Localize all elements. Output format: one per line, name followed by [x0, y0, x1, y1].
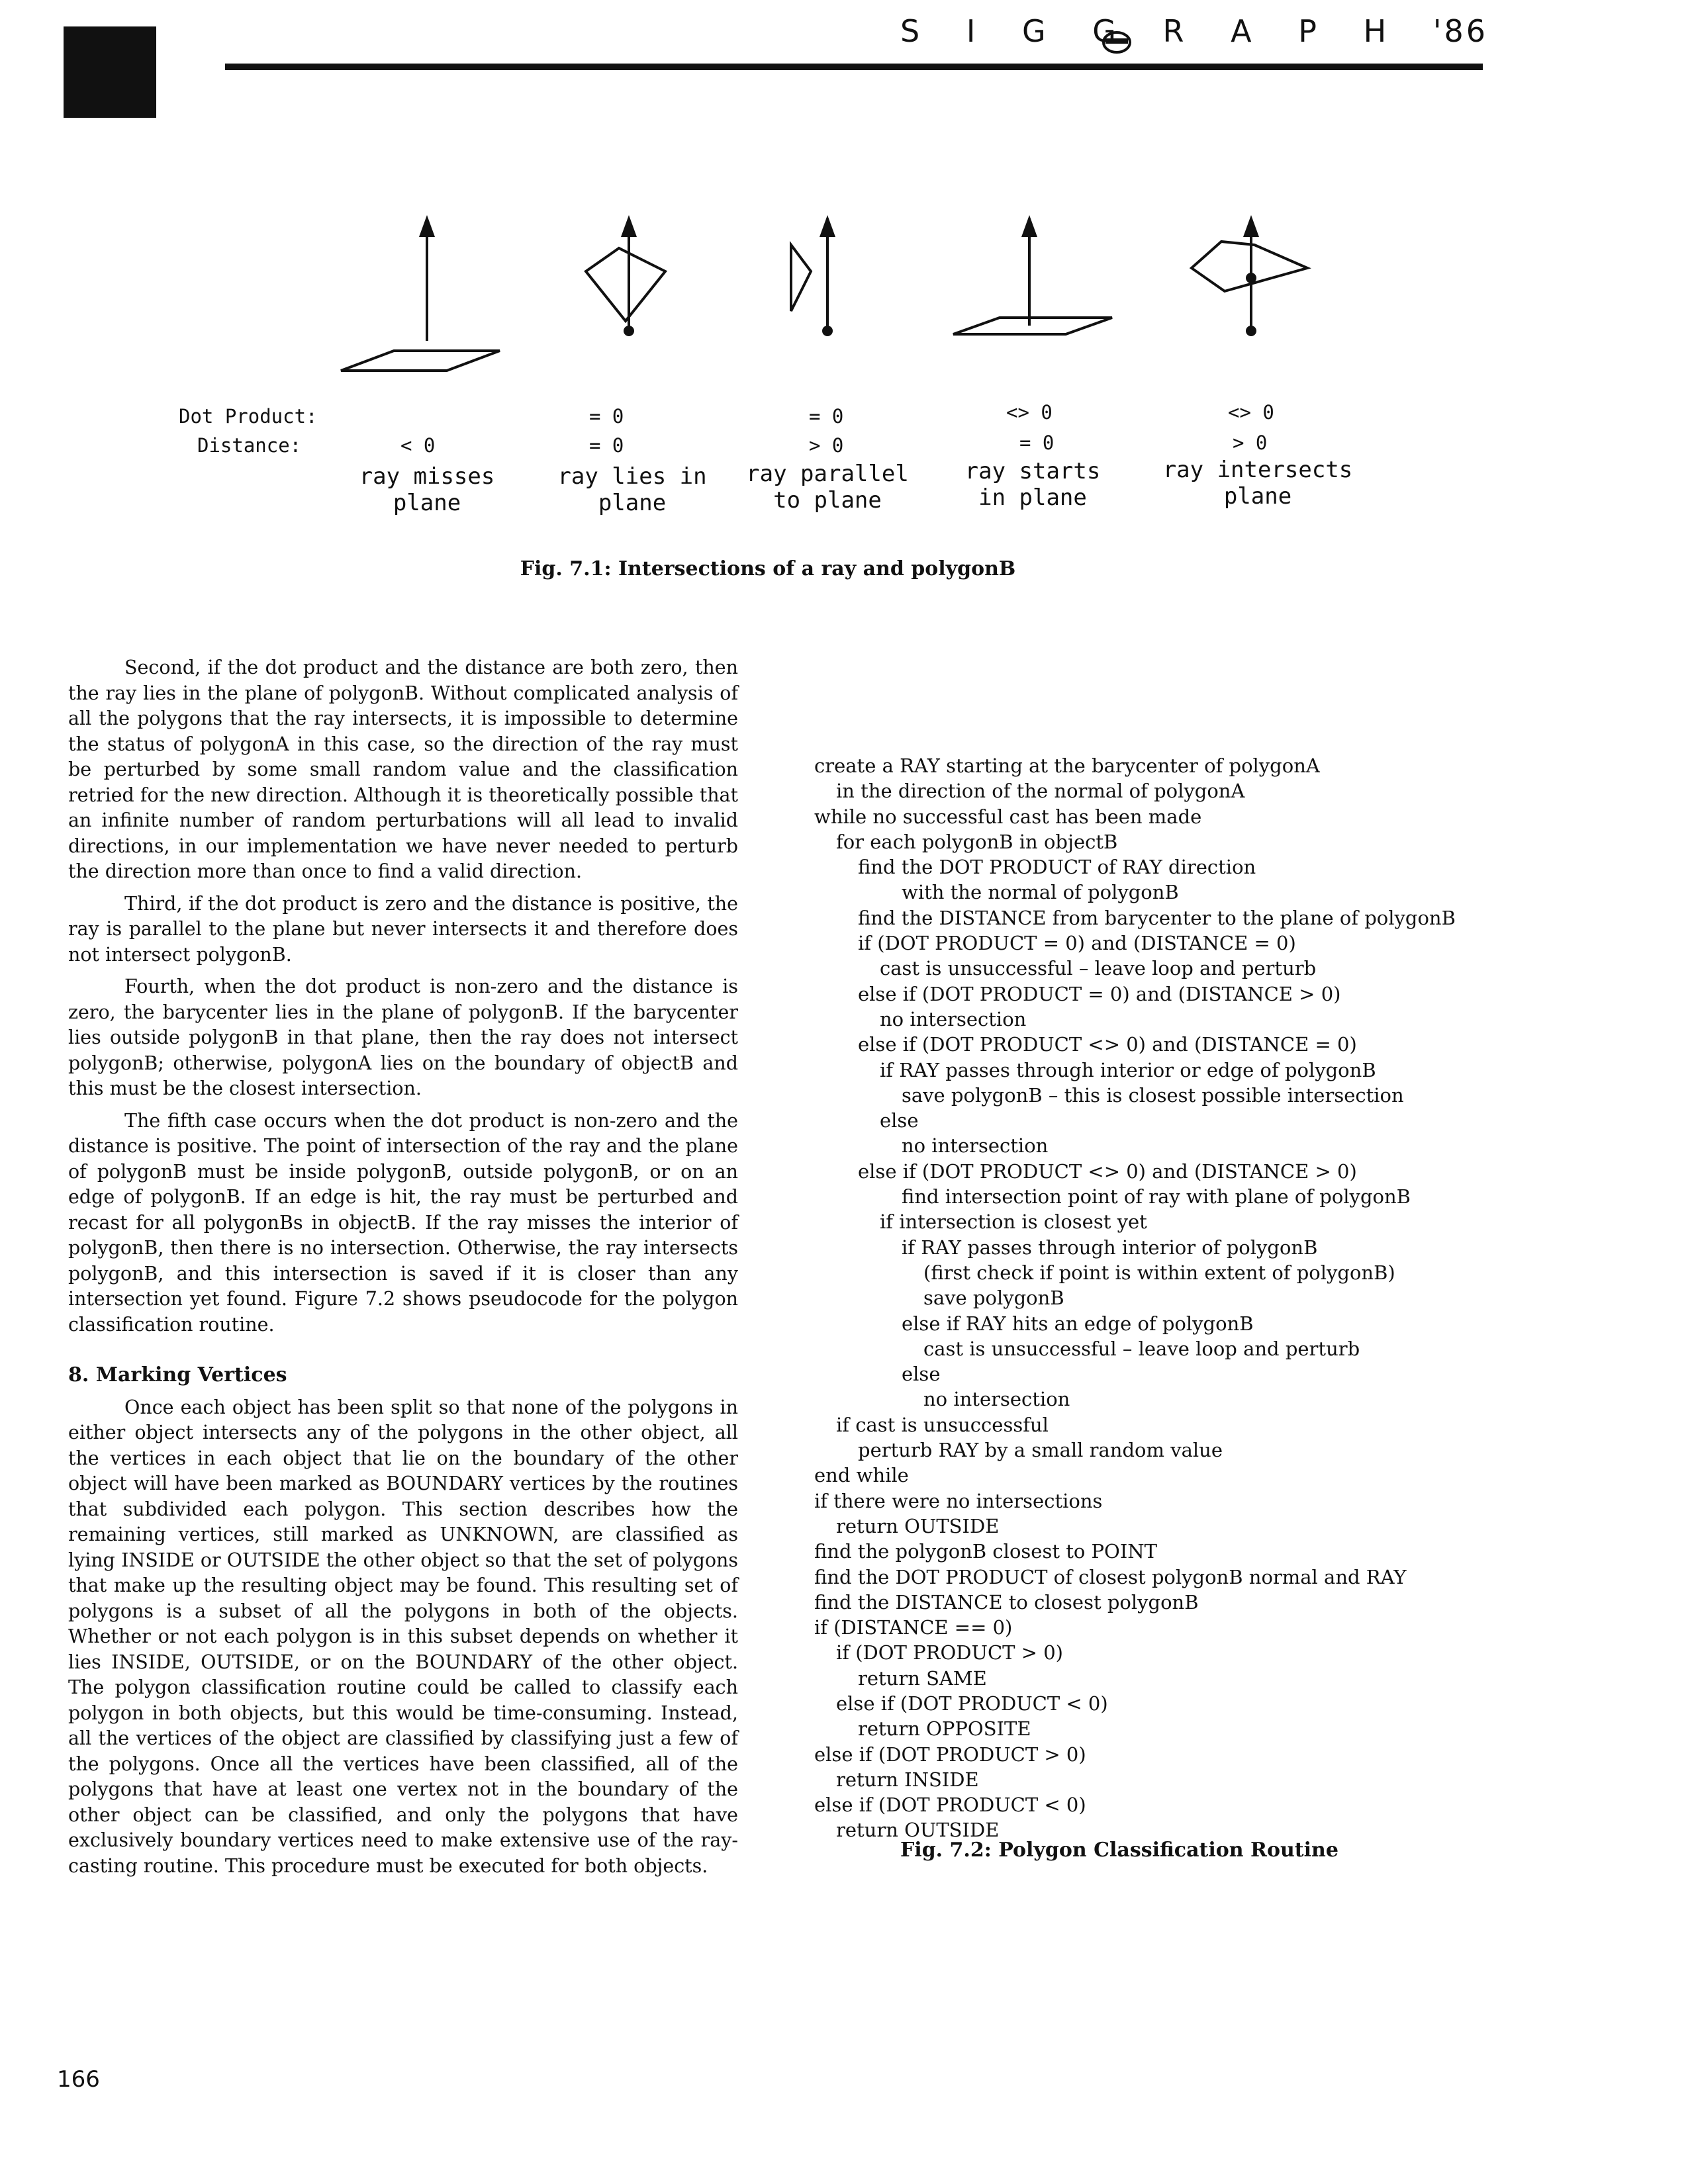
pseudocode-line: if cast is unsuccessful — [836, 1413, 1049, 1436]
pseudocode-line: else if (DOT PRODUCT = 0) and (DISTANCE > 0) — [858, 982, 1341, 1005]
pseudocode-line: find the DISTANCE to closest polygonB — [814, 1590, 1199, 1614]
pseudocode-line: if intersection is closest yet — [880, 1210, 1147, 1234]
pseudocode-line: return OUTSIDE — [836, 1819, 1000, 1842]
page-number: 166 — [57, 2066, 100, 2093]
figure-7-1-caption: Fig. 7.1: Intersections of a ray and polygonB — [520, 557, 1016, 580]
case2-distance: = 0 — [589, 434, 624, 457]
pseudocode-line: find the DISTANCE from barycenter to the plane of polygonB — [858, 906, 1456, 929]
pseudocode-line: no intersection — [923, 1388, 1070, 1411]
ray-plane-diagrams — [0, 0, 1688, 410]
pseudocode-line: cast is unsuccessful – leave loop and perturb — [880, 957, 1317, 980]
case5-dot-product: <> 0 — [1228, 401, 1274, 424]
pseudocode-line: else if (DOT PRODUCT <> 0) and (DISTANCE > 0) — [858, 1160, 1357, 1183]
pseudocode-line: end while — [814, 1464, 909, 1487]
case5-label: ray intersects plane — [1162, 457, 1353, 510]
pseudocode-line: perturb RAY by a small random value — [858, 1439, 1223, 1462]
pseudocode-line: find intersection point of ray with plane of polygonB — [902, 1185, 1411, 1208]
figure-7-2-pseudocode — [814, 753, 1569, 1843]
pseudocode-line: else if RAY hits an edge of polygonB — [902, 1312, 1254, 1335]
pseudocode-line: if RAY passes through interior of polygonB — [902, 1236, 1318, 1259]
pseudocode-line: while no successful cast has been made — [814, 805, 1202, 828]
pseudocode-line: find the DOT PRODUCT of RAY direction — [858, 856, 1256, 879]
paragraph-fifth-case: The fifth case occurs when the dot product is non-zero and the distance is positive. The point of intersection of the ray and the plane of polygonB must be inside polygonB, outside polygonB, or on an edge of polygonB. If an edge is hit, the ray must be perturbed and recast for all polygonBs in objectB. If the ray misses the interior of polygonB, then there is no intersection. Otherwise, the ray intersects polygonB, and this intersection is saved if it is closer than any intersection yet found. Figure 7.2 shows pseudocode for the polygon classification routine. — [68, 1109, 738, 1336]
diagram-ray-lies-in-plane — [586, 215, 665, 335]
case3-dot-product: = 0 — [809, 405, 844, 428]
paragraph-third-case: Third, if the dot product is zero and the distance is positive, the ray is parallel to the plane but never intersects it and therefore does not intersect polygonB. — [68, 892, 738, 966]
case2-dot-product: = 0 — [589, 405, 624, 428]
pseudocode-line: else if (DOT PRODUCT <> 0) and (DISTANCE = 0) — [858, 1033, 1357, 1056]
pseudocode-line: with the normal of polygonB — [902, 881, 1179, 904]
paragraph-marking-vertices: Once each object has been split so that none of the polygons in either object intersects any of the polygons in the other object, all the vertices in each object that lie on the boundary of the other object will have been marked as BOUNDARY vertices by the routines that subdivided each polygon. This section describes how the remaining vertices, still marked as UNKNOWN, are classified as lying INSIDE or OUTSIDE the other object so that the set of polygons that make up the resulting object may be found. This resulting set of polygons is a subset of all the polygons in both of the objects. Whether or not each polygon is in this subset depends on whether it lies INSIDE, OUTSIDE, or on the BOUNDARY of the other object. The polygon classification routine could be called to classify each polygon in both objects, but this would be time-consuming. Instead, all the vertices of the object are classified by classifying just a few of the polygons. Once all the vertices have been classified, all of the polygons that have at least one vertex not in the boundary of the other object can be classified, and only the polygons that have exclusively boundary vertices need to make extensive use of the ray-casting routine. This procedure must be executed for both objects. — [68, 1396, 738, 1877]
pseudocode-line: no intersection — [880, 1007, 1027, 1030]
case1-label: ray misses plane — [359, 463, 495, 516]
row-label-dot-product: Dot Product: — [179, 405, 318, 428]
diagram-ray-starts-in-plane — [953, 215, 1112, 334]
pseudocode-line: return OPPOSITE — [858, 1717, 1031, 1741]
pseudocode-line: if (DOT PRODUCT > 0) — [836, 1641, 1063, 1664]
case3-distance: > 0 — [809, 434, 844, 457]
pseudocode-line: find the polygonB closest to POINT — [814, 1540, 1157, 1563]
diagram-ray-parallel-to-plane — [791, 215, 835, 335]
figure-7-2-caption: Fig. 7.2: Polygon Classification Routine — [900, 1839, 1338, 1862]
case4-label: ray starts in plane — [964, 458, 1101, 511]
pseudocode-line: no intersection — [902, 1134, 1049, 1158]
pseudocode-line: save polygonB — [923, 1287, 1064, 1310]
section-heading: 8. Marking Vertices — [68, 1363, 287, 1387]
pseudocode-line: return SAME — [858, 1666, 987, 1690]
case1-distance: < 0 — [400, 434, 436, 457]
pseudocode-line: save polygonB – this is closest possible intersection — [902, 1083, 1404, 1107]
diagram-ray-intersects-plane — [1192, 215, 1307, 335]
case4-dot-product: <> 0 — [1006, 401, 1053, 424]
case2-label: ray lies in plane — [557, 463, 707, 516]
case5-distance: > 0 — [1233, 432, 1268, 454]
paragraph-second-case: Second, if the dot product and the distance are both zero, then the ray lies in the plane of polygonB. Without complicated analysis of all the polygons that the ray intersects, it is impossible to determine the status of polygonA in this case, so the direction of the ray must be perturbed by some small random value and the classification retried for the new direction. Although it is theoretically possible that an infinite number of random perturbations will all lead to invalid directions, in our implementation we have never needed to perturb the direction more than once to find a valid direction. — [68, 657, 738, 882]
pseudocode-line: if there were no intersections — [814, 1489, 1103, 1512]
pseudocode-line: if (DISTANCE == 0) — [814, 1616, 1013, 1639]
case4-distance: = 0 — [1019, 432, 1055, 454]
pseudocode-line: else if (DOT PRODUCT < 0) — [814, 1794, 1086, 1817]
left-column-text — [68, 655, 738, 1879]
pseudocode-line: return INSIDE — [836, 1768, 979, 1791]
conference-year: '86 — [1432, 13, 1488, 49]
pseudocode-line: for each polygonB in objectB — [836, 830, 1118, 853]
pseudocode-line: else — [902, 1363, 941, 1386]
row-label-distance: Distance: — [197, 434, 302, 457]
diagram-ray-misses-plane — [341, 215, 500, 371]
conference-name: S I G G R A P H — [900, 13, 1405, 49]
pseudocode-line: if (DOT PRODUCT = 0) and (DISTANCE = 0) — [858, 932, 1296, 955]
pseudocode-line: else if (DOT PRODUCT > 0) — [814, 1743, 1086, 1766]
pseudocode-line: if RAY passes through interior or edge of polygonB — [880, 1058, 1376, 1081]
figure-7-1 — [0, 0, 1688, 596]
pseudocode-line: create a RAY starting at the barycenter of polygonA — [814, 754, 1320, 777]
pseudocode-line: return OUTSIDE — [836, 1514, 1000, 1537]
pseudocode-line: else if (DOT PRODUCT < 0) — [836, 1692, 1108, 1715]
paragraph-fourth-case: Fourth, when the dot product is non-zero and the distance is zero, the barycenter lies in the plane of polygonB. If the barycenter lies outside polygonB in that plane, then the ray does not intersect polygonB; otherwise, polygonA lies on the boundary of objectB and this must be the closest intersection. — [68, 976, 738, 1099]
pseudocode-line: (first check if point is within extent of polygonB) — [923, 1261, 1395, 1284]
pseudocode-line: cast is unsuccessful – leave loop and perturb — [923, 1337, 1360, 1360]
pseudocode-line: in the direction of the normal of polygonA — [836, 780, 1245, 803]
pseudocode-line: find the DOT PRODUCT of closest polygonB normal and RAY — [814, 1565, 1407, 1588]
case3-label: ray parallel to plane — [746, 461, 909, 514]
pseudocode-line: else — [880, 1109, 919, 1132]
